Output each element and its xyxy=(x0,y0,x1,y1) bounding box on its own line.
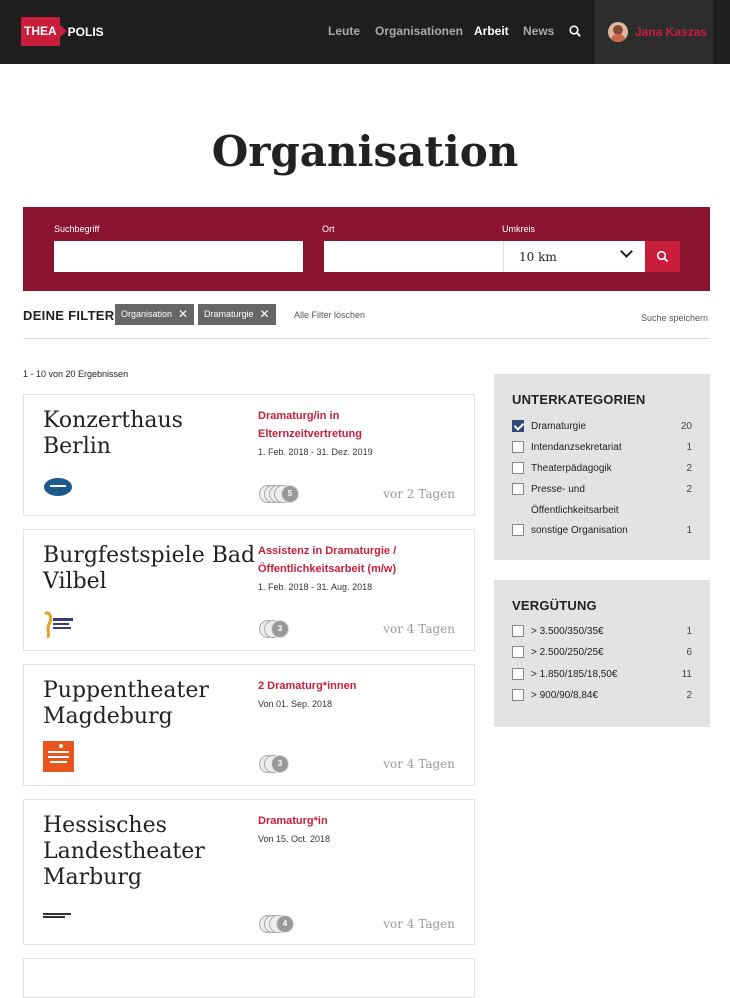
applicants-count: 4 xyxy=(276,915,294,933)
subcategories-title: UNTERKATEGORIEN xyxy=(512,392,646,407)
job-date: Von 15. Oct. 2018 xyxy=(258,834,331,844)
avatar xyxy=(608,22,628,42)
checkbox[interactable] xyxy=(512,689,524,701)
burgfestspiele-logo-icon xyxy=(43,610,75,638)
posted-ago: vor 4 Tagen xyxy=(383,622,455,636)
nav-leute[interactable]: Leute xyxy=(328,24,361,38)
search-term-label: Suchbegriff xyxy=(54,224,100,234)
checkbox[interactable] xyxy=(512,462,524,474)
top-navbar xyxy=(0,0,730,64)
radius-value: 10 km xyxy=(519,250,557,264)
option-count: 1 xyxy=(686,525,692,536)
subcategory-option[interactable]: Dramaturgie 20 xyxy=(512,416,692,437)
checkbox[interactable] xyxy=(512,441,524,453)
save-search-link[interactable]: Suche speichern xyxy=(641,313,709,323)
user-name: Jana Kaszas xyxy=(635,25,708,39)
subcategory-option[interactable]: Presse- und Öffentlichkeitsarbeit 2 xyxy=(512,479,692,521)
clear-filters-link[interactable]: Alle Filter löschen xyxy=(294,310,366,320)
theapolis-logo[interactable] xyxy=(21,17,104,46)
option-count: 2 xyxy=(686,484,692,495)
organisation-name: Konzerthaus Berlin xyxy=(43,408,183,459)
search-icon xyxy=(645,241,680,272)
radius-label: Umkreis xyxy=(502,224,535,234)
close-icon[interactable]: ✕ xyxy=(178,307,189,321)
job-date: 1. Feb. 2018 - 31. Dez. 2019 xyxy=(258,447,373,457)
applicants-count: 3 xyxy=(271,620,289,638)
close-icon[interactable]: ✕ xyxy=(259,307,270,321)
compensation-option[interactable]: > 2.500/250/25€ 6 xyxy=(512,642,692,663)
page-title: Organisation xyxy=(211,127,519,176)
logo-text: POLIS xyxy=(67,24,104,39)
listing-card[interactable] xyxy=(23,529,475,651)
nav-news[interactable]: News xyxy=(523,24,555,38)
option-count: 1 xyxy=(686,626,692,637)
listing-card[interactable] xyxy=(23,799,475,945)
applicants-stack xyxy=(259,915,297,933)
option-count: 11 xyxy=(681,669,692,680)
job-title[interactable]: Dramaturg/in in Elternzeitvertretung xyxy=(258,410,362,440)
divider xyxy=(23,338,710,339)
puppentheater-logo-icon xyxy=(43,741,74,772)
option-count: 6 xyxy=(686,647,692,658)
filter-chip-organisation[interactable] xyxy=(115,304,194,325)
applicants-count: 5 xyxy=(281,485,299,503)
checkbox[interactable] xyxy=(512,524,524,536)
results-count: 1 - 10 von 20 Ergebnissen xyxy=(23,369,129,379)
search-term-input[interactable] xyxy=(54,241,303,272)
job-title[interactable]: 2 Dramaturg*innen xyxy=(258,680,357,692)
filter-chip-dramaturgie[interactable] xyxy=(198,304,276,325)
compensation-title: VERGÜTUNG xyxy=(512,598,597,613)
listing-card[interactable] xyxy=(23,394,475,516)
subcategory-option[interactable]: Intendanzsekretariat 1 xyxy=(512,437,692,458)
user-menu[interactable] xyxy=(595,0,713,64)
job-title[interactable]: Dramaturg*in xyxy=(258,815,328,827)
subcategory-option[interactable]: Theaterpädagogik 2 xyxy=(512,458,692,479)
search-icon[interactable] xyxy=(569,25,581,37)
landestheater-logo-icon xyxy=(43,913,71,919)
compensation-panel xyxy=(494,580,710,727)
posted-ago: vor 4 Tagen xyxy=(383,917,455,931)
radius-select[interactable] xyxy=(503,241,645,272)
organisation-name: Burgfestspiele Bad Vilbel xyxy=(43,543,256,594)
chevron-down-icon xyxy=(620,245,633,258)
applicants-count: 3 xyxy=(271,755,289,773)
applicants-stack xyxy=(259,485,303,503)
applicants-stack xyxy=(259,620,291,638)
chip-label: Dramaturgie xyxy=(204,309,254,319)
filters-label: DEINE FILTER xyxy=(23,308,115,323)
compensation-option[interactable]: > 900/90/8,84€ 2 xyxy=(512,685,692,706)
search-button[interactable] xyxy=(645,241,680,272)
checkbox[interactable] xyxy=(512,625,524,637)
konzerthaus-logo-icon xyxy=(43,477,73,497)
checkbox[interactable] xyxy=(512,483,524,495)
option-count: 2 xyxy=(686,690,692,701)
checkbox-checked[interactable] xyxy=(512,420,524,432)
logo-mark: THEA xyxy=(21,17,60,46)
organisation-name: Hessisches Landestheater Marburg xyxy=(43,813,205,890)
nav-arbeit[interactable]: Arbeit xyxy=(474,24,509,38)
listing-card[interactable] xyxy=(23,664,475,786)
compensation-option[interactable]: > 1.850/185/18,50€ 11 xyxy=(512,664,692,685)
checkbox[interactable] xyxy=(512,646,524,658)
subcategory-option[interactable]: sonstige Organisation 1 xyxy=(512,520,692,541)
option-count: 1 xyxy=(686,442,692,453)
checkbox[interactable] xyxy=(512,668,524,680)
option-count: 2 xyxy=(686,463,692,474)
option-count: 20 xyxy=(680,421,692,432)
posted-ago: vor 4 Tagen xyxy=(383,757,455,771)
compensation-option[interactable]: > 3.500/350/35€ 1 xyxy=(512,621,692,642)
nav-organisationen[interactable]: Organisationen xyxy=(375,24,464,38)
job-date: Von 01. Sep. 2018 xyxy=(258,699,333,709)
organisation-name: Puppentheater Magdeburg xyxy=(43,678,209,729)
listing-card[interactable] xyxy=(23,958,475,998)
applicants-stack xyxy=(259,755,291,773)
chip-label: Organisation xyxy=(121,309,173,319)
location-label: Ort xyxy=(322,224,335,234)
job-date: 1. Feb. 2018 - 31. Aug. 2018 xyxy=(258,582,373,592)
location-input[interactable] xyxy=(324,241,503,272)
job-title[interactable]: Assistenz in Dramaturgie / Öffentlichkeitsarbeit (m/w) xyxy=(258,545,397,575)
subcategories-panel xyxy=(494,374,710,560)
posted-ago: vor 2 Tagen xyxy=(383,487,455,501)
